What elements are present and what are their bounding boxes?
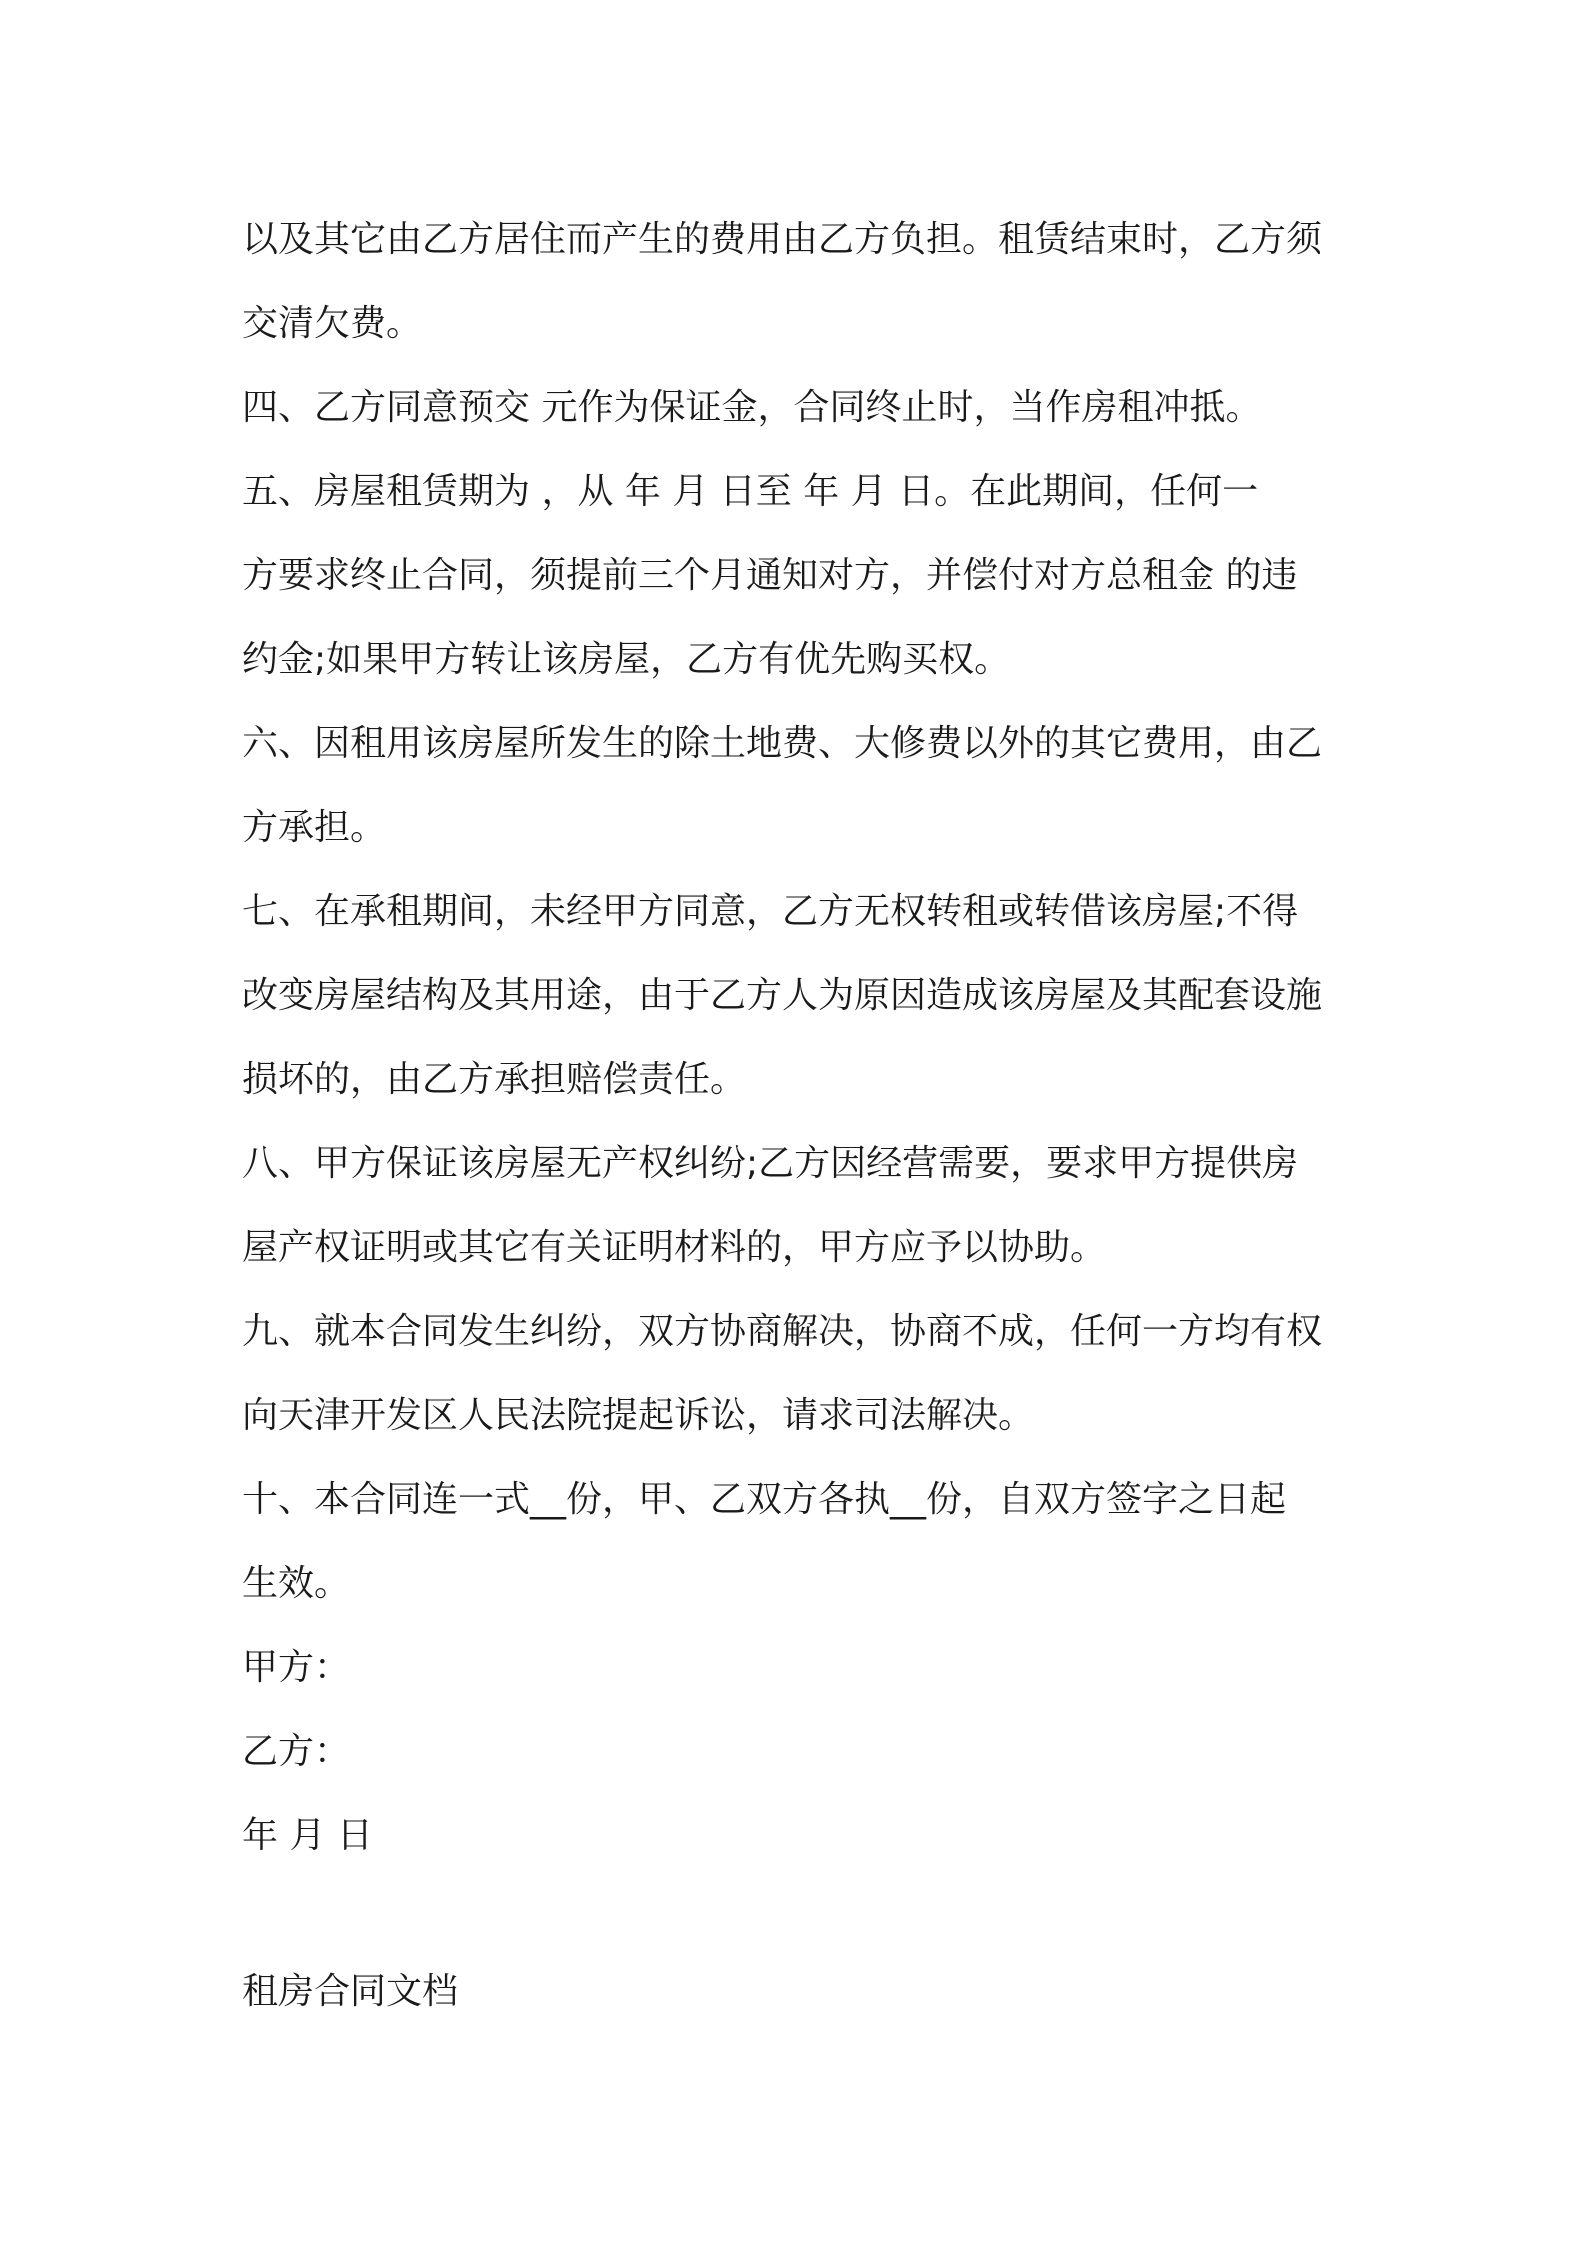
text-line: 屋产权证明或其它有关证明材料的，甲方应予以协助。 (242, 1227, 1107, 1268)
clause-six: 六、因租用该房屋所发生的除土地费、大修费以外的其它费用，由乙 (242, 723, 1323, 764)
text-line: 改变房屋结构及其用途，由于乙方人为原因造成该房屋及其配套设施 (242, 975, 1323, 1016)
text-line: 损坏的，由乙方承担赔偿责任。 (242, 1059, 747, 1100)
party-b-signature: 乙方： (242, 1731, 351, 1772)
clause-ten: 十、本合同连一式__份，甲、乙双方各执__份，自双方签字之日起 (242, 1479, 1287, 1520)
text-line: 以及其它由乙方居住而产生的费用由乙方负担。租赁结束时，乙方须 (242, 219, 1323, 260)
text-line: 生效。 (242, 1563, 351, 1604)
clause-eight: 八、甲方保证该房屋无产权纠纷;乙方因经营需要，要求甲方提供房 (242, 1143, 1299, 1184)
clause-four: 四、乙方同意预交 元作为保证金，合同终止时，当作房租冲抵。 (242, 387, 1262, 428)
text-line: 向天津开发区人民法院提起诉讼，请求司法解决。 (242, 1395, 1035, 1436)
clause-seven: 七、在承租期间，未经甲方同意，乙方无权转租或转借该房屋;不得 (242, 891, 1299, 932)
text-line: 方承担。 (242, 807, 387, 848)
document-footer-title: 租房合同文档 (242, 1971, 459, 2012)
clause-nine: 九、就本合同发生纠纷，双方协商解决，协商不成，任何一方均有权 (242, 1311, 1323, 1352)
clause-five: 五、房屋租赁期为 ，从 年 月 日至 年 月 日。在此期间，任何一 (242, 471, 1259, 512)
text-line: 交清欠费。 (242, 303, 423, 344)
text-line: 约金;如果甲方转让该房屋，乙方有优先购买权。 (242, 639, 1011, 680)
text-line: 方要求终止合同，须提前三个月通知对方，并偿付对方总租金 的违 (242, 555, 1298, 596)
contract-body (242, 198, 1362, 1878)
party-a-signature: 甲方： (242, 1647, 351, 1688)
signing-date: 年 月 日 (242, 1815, 373, 1856)
